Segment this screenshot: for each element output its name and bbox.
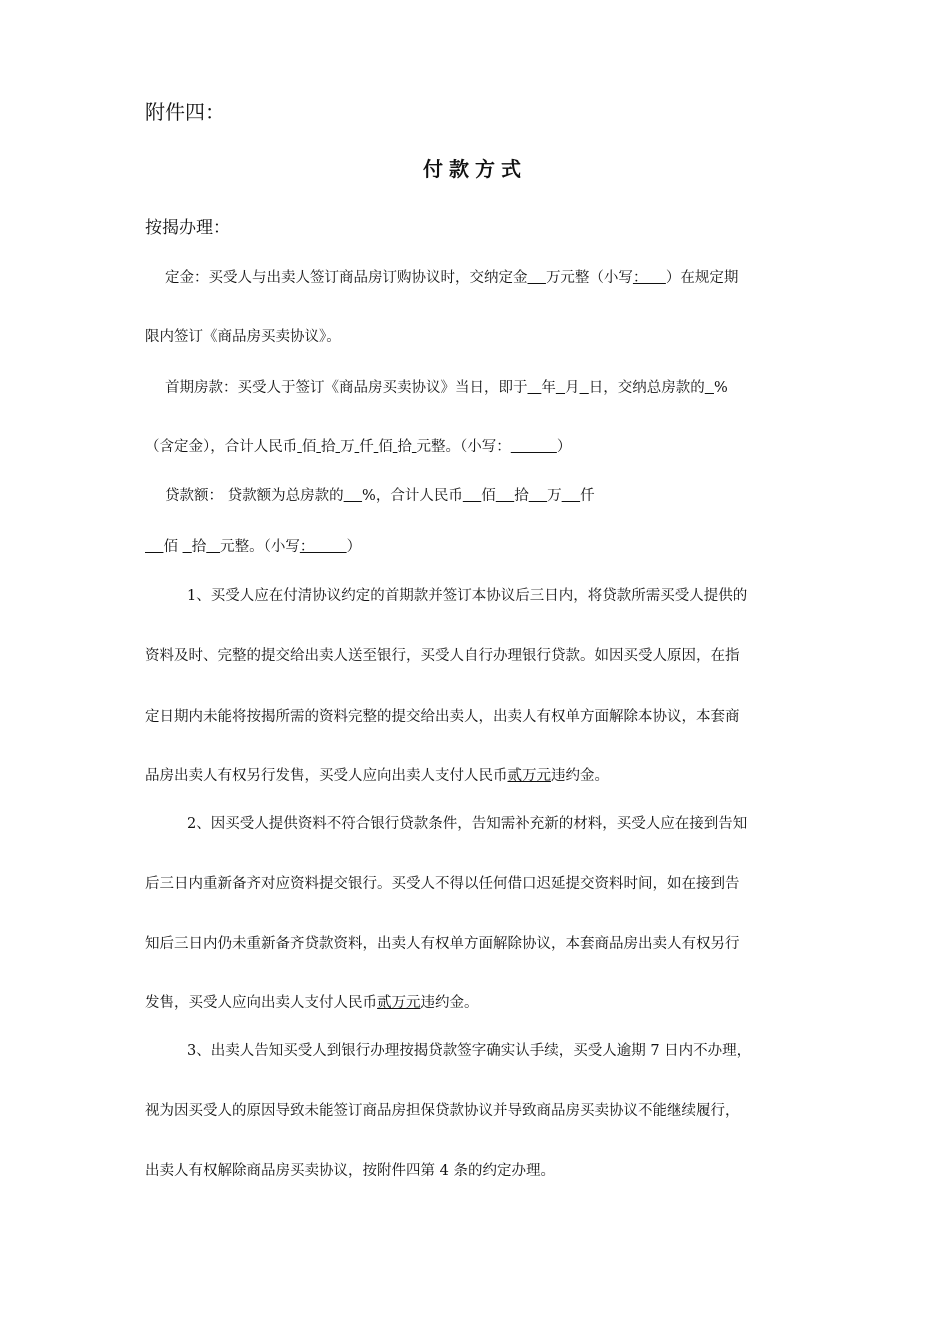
clause-2-line-2: 后三日内重新备齐对应资料提交银行。买受人不得以任何借口迟延提交资料时间，如在接到告: [145, 876, 740, 892]
blank-field: [529, 488, 547, 504]
clause-2-line-3: 知后三日内仍未重新备齐贷款资料，出卖人有权单方面解除协议，本套商品房出卖人有权另行: [145, 936, 740, 952]
blank-field: [496, 488, 514, 504]
blank-field: [705, 380, 714, 396]
blank-field: [183, 539, 192, 555]
blank-field: [145, 539, 163, 555]
blank-field: [528, 270, 546, 286]
down-payment-line-2: （含定金），合计人民币 佰 拾 万 仟 佰 拾 元整。（小写： ）: [145, 439, 572, 455]
section-heading: 按揭办理：: [145, 218, 230, 238]
deposit-line-2: 限内签订《商品房买卖协议》。: [145, 329, 341, 345]
blank-field: [528, 380, 542, 396]
blank-field: ：: [299, 539, 347, 555]
penalty-amount: 贰万元: [377, 995, 421, 1011]
clause-1-line-2: 资料及时、完整的提交给出卖人送至银行，买受人自行办理银行贷款。如因买受人原因，在指: [145, 648, 740, 664]
clause-1-line-4: 品房出卖人有权另行发售，买受人应向出卖人支付人民币贰万元违约金。: [145, 768, 609, 784]
loan-line-1: 贷款额： 贷款额为总房款的 %，合计人民币 佰 拾 万 仟: [165, 488, 595, 504]
clause-1-line-3: 定日期内未能将按揭所需的资料完整的提交给出卖人，出卖人有权单方面解除本协议，本套商: [145, 709, 740, 725]
clause-2-line-1: 2、因买受人提供资料不符合银行贷款条件，告知需补充新的材料，买受人应在接到告知: [187, 816, 748, 832]
clause-3-line-2: 视为因买受人的原因导致未能签订商品房担保贷款协议并导致商品房买卖协议不能继续履行，: [145, 1103, 740, 1119]
blank-field: [463, 488, 481, 504]
clause-1-line-1: 1、买受人应在付清协议约定的首期款并签订本协议后三日内，将贷款所需买受人提供的: [187, 588, 748, 604]
penalty-amount: 贰万元: [507, 768, 551, 784]
deposit-line-1: 定金：买受人与出卖人签订商品房订购协议时，交纳定金 万元整（小写： ）在规定期: [165, 270, 739, 286]
blank-field: [562, 488, 580, 504]
page-title: 付款方式: [423, 157, 527, 181]
clause-3-line-3: 出卖人有权解除商品房买卖协议，按附件四第 4 条的约定办理。: [145, 1163, 555, 1179]
down-payment-line-1: 首期房款：买受人于签订《商品房买卖协议》当日，即于 年 月 日，交纳总房款的 %: [165, 380, 728, 396]
loan-line-2: 佰 拾 元整。（小写： ）: [145, 537, 361, 557]
blank-field: [511, 439, 557, 455]
blank-field: [556, 380, 565, 396]
attachment-label: 附件四：: [145, 100, 225, 124]
blank-field: [580, 380, 589, 396]
blank-field: [206, 539, 220, 555]
blank-field: ：: [632, 270, 666, 286]
clause-2-line-4: 发售，买受人应向出卖人支付人民币贰万元违约金。: [145, 995, 479, 1011]
blank-field: [344, 488, 362, 504]
clause-3-line-1: 3、出卖人告知买受人到银行办理按揭贷款签字确实认手续，买受人逾期 7 日内不办理，: [187, 1043, 752, 1059]
